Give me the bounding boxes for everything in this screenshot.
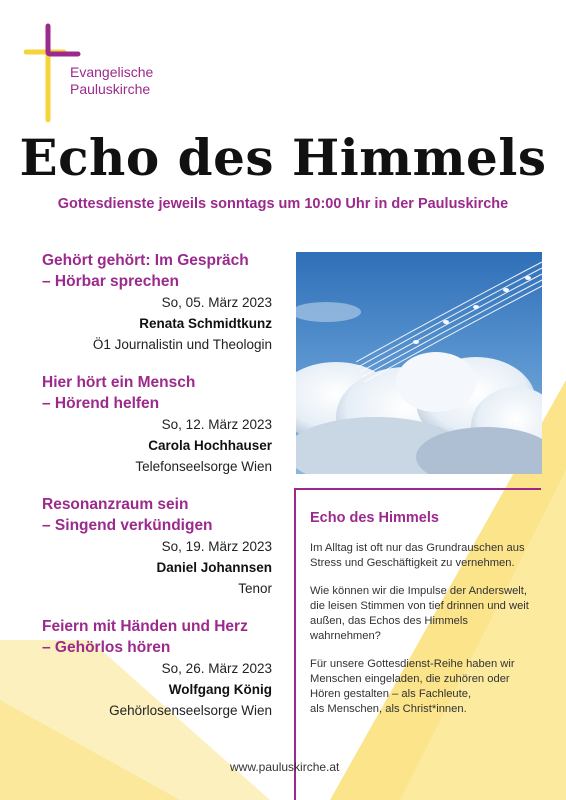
event-role: Ö1 Journalistin und Theologin xyxy=(92,337,272,352)
logo-text xyxy=(70,64,153,98)
info-heading: Echo des Himmels xyxy=(310,510,439,526)
event-speaker: Renata Schmidtkunz xyxy=(139,316,272,331)
event-subtitle: – Hörbar sprechen xyxy=(42,273,179,290)
event-subtitle: – Gehörlos hören xyxy=(42,639,171,656)
event-item xyxy=(42,616,272,721)
church-logo xyxy=(24,22,164,122)
event-item xyxy=(42,250,272,355)
event-item xyxy=(42,494,272,599)
event-date: So, 26. März 2023 xyxy=(161,661,272,676)
event-subtitle: – Hörend helfen xyxy=(42,395,160,412)
event-speaker: Daniel Johannsen xyxy=(156,560,272,575)
event-title: Gehört gehört: Im Gespräch xyxy=(42,252,249,269)
sky-photo xyxy=(296,252,542,474)
event-title: Hier hört ein Mensch xyxy=(42,374,196,391)
event-date: So, 05. März 2023 xyxy=(161,295,272,310)
logo-line-2: Pauluskirche xyxy=(70,81,151,97)
website-link[interactable]: www.pauluskirche.at xyxy=(230,760,340,774)
event-item xyxy=(42,372,272,477)
event-role: Tenor xyxy=(238,581,272,596)
info-paragraph: Im Alltag ist oft nur das Grundrauschen aus Stress und Geschäftigkeit zu vernehmen. xyxy=(310,542,525,569)
logo-line-1: Evangelische xyxy=(70,64,154,80)
info-box xyxy=(294,488,541,800)
event-speaker: Wolfgang König xyxy=(168,682,272,697)
clouds-sheet-music-image xyxy=(296,252,542,474)
event-speaker: Carola Hochhauser xyxy=(148,438,272,453)
event-date: So, 19. März 2023 xyxy=(161,539,272,554)
event-date: So, 12. März 2023 xyxy=(161,417,272,432)
event-title: Feiern mit Händen und Herz xyxy=(42,618,248,635)
page-title: Echo des Himmels xyxy=(19,128,547,187)
info-paragraph: Wie können wir die Impulse der Anderswelt, die leisen Stimmen von tief drinnen und weit außen, das Echos des Himmels wahrnehmen? xyxy=(310,585,529,642)
event-role: Telefonseelsorge Wien xyxy=(135,459,272,474)
event-title: Resonanzraum sein xyxy=(42,496,189,513)
event-subtitle: – Singend verkündigen xyxy=(42,517,213,534)
info-paragraph: Für unsere Gottesdienst-Reihe haben wir Menschen eingeladen, die zuhören oder Hören gestalten – als Fachleute, als Menschen, als Christ*innen. xyxy=(310,658,515,715)
event-list xyxy=(42,250,272,738)
page-subtitle: Gottesdienste jeweils sonntags um 10:00 Uhr in der Pauluskirche xyxy=(57,196,509,212)
event-role: Gehörlosenseelsorge Wien xyxy=(109,703,272,718)
